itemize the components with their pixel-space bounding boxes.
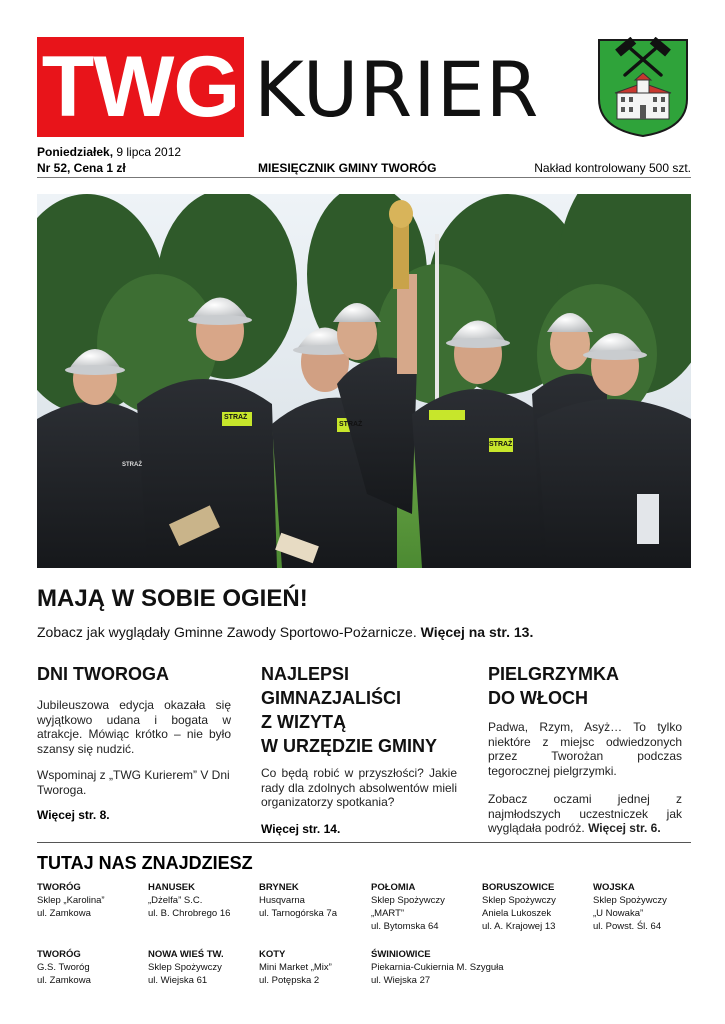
lead-more-link[interactable]: Więcej na str. 13.	[420, 624, 534, 640]
article-more-link[interactable]: Więcej str. 14.	[261, 821, 341, 836]
article-title-line: GIMNAZJALIŚCI	[261, 688, 402, 708]
article-paragraph: Jubileuszowa edycja okazała się wyjątkowo udana i bogata w atrakcje. Mówiąc krótko – nie było szansy się nudzić.	[37, 698, 231, 756]
article-title-line: PIELGRZYMKA	[488, 664, 620, 684]
masthead-divider	[37, 177, 691, 178]
article-column-2	[261, 662, 457, 836]
shop-entry: TWORÓG Sklep „Karolina” ul. Zamkowa	[37, 882, 105, 919]
article-paragraph: Wspominaj z „TWG Kurierem” V Dni Tworoga.	[37, 768, 230, 797]
shop-entry: NOWA WIEŚ TW. Sklep Spożywczy ul. Wiejska 61	[148, 949, 224, 986]
lead-photo	[37, 194, 691, 568]
article-paragraph: Co będą robić w przyszłości? Jakie rady dla zdolnych absolwentów mieli organizatorzy spotkania?	[261, 766, 457, 809]
helmet-badge: STRAŻ	[122, 462, 142, 468]
shop-entry: BRYNEK Husqvarna ul. Tarnogórska 7a	[259, 882, 337, 919]
shop-entry: KOTY Mini Market „Mix” ul. Potępska 2	[259, 949, 332, 986]
lead-deck	[37, 623, 533, 641]
article-more-link[interactable]: Więcej str. 6.	[588, 821, 661, 835]
brand-logo-text: TWG	[41, 39, 240, 135]
article-paragraph: Zobacz oczami jednej z najmłodszych uczestniczek jak wyglądała podróż. Więcej str. 6.	[488, 792, 682, 835]
shop-entry: TWORÓG G.S. Tworóg ul. Zamkowa	[37, 949, 91, 986]
article-title-line: W URZĘDZIE GMINY	[261, 736, 437, 756]
issue-tagline: MIESIĘCZNIK GMINY TWORÓG	[258, 161, 437, 175]
helmet-badge: STRAŻ	[489, 441, 513, 448]
helmet-badge: STRAŻ	[339, 421, 363, 428]
shop-entry: BORUSZOWICE Sklep Spożywczy Aniela Lukoszek ul. A. Krajowej 13	[482, 882, 556, 932]
shop-entry: HANUSEK „Dżelfa” S.C. ul. B. Chrobrego 16	[148, 882, 231, 919]
issue-circulation: Nakład kontrolowany 500 szt.	[534, 161, 691, 175]
article-title-line: DO WŁOCH	[488, 688, 588, 708]
section-divider	[37, 842, 691, 843]
lead-headline: MAJĄ W SOBIE OGIEŃ!	[37, 585, 308, 612]
shop-entry: POŁOMIA Sklep Spożywczy „MART” ul. Bytomska 64	[371, 882, 445, 932]
masthead-title: KURIER	[254, 45, 540, 134]
article-paragraph: Padwa, Rzym, Asyż… To tylko niektóre z miejsc odwiedzonych przez Tworożan podczas tegorocznej pielgrzymki.	[488, 720, 682, 778]
article-more-link[interactable]: Więcej str. 8.	[37, 808, 110, 822]
issue-date-value: 9 lipca 2012	[113, 145, 182, 159]
issue-date	[37, 145, 181, 160]
lead-deck-text: Zobacz jak wyglądały Gminne Zawody Sportowo-Pożarnicze.	[37, 624, 421, 640]
issue-number: Nr 52, Cena 1 zł	[37, 161, 126, 175]
article-title: DNI TWOROGA	[37, 664, 169, 684]
coat-of-arms-icon	[595, 37, 691, 139]
article-title-line: Z WIZYTĄ	[261, 712, 346, 732]
shop-entry: WOJSKA Sklep Spożywczy „U Nowaka” ul. Powst. Śl. 64	[593, 882, 667, 932]
shop-entry: ŚWINIOWICE Piekarnia-Cukiernia M. Szyguła ul. Wiejska 27	[371, 949, 504, 986]
article-title-line: NAJLEPSI	[261, 664, 350, 684]
article-column-1	[37, 662, 231, 822]
issue-day: Poniedziałek,	[37, 145, 114, 159]
helmet-badge: STRAŻ	[224, 414, 248, 421]
article-column-3	[488, 662, 682, 836]
where-title: TUTAJ NAS ZNAJDZIESZ	[37, 853, 253, 873]
